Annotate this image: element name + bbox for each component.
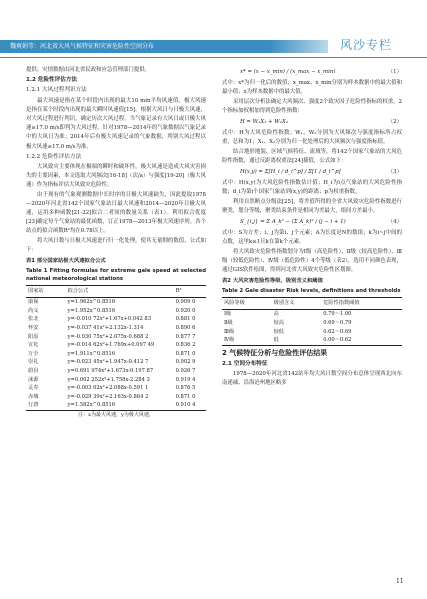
table-cell: 0.877 7 xyxy=(175,333,196,340)
paragraph: 利用自然断点分级法[25]，将差值所得的全省大风致灾危险性指数进行聚类，划分等级，聚类结束条件是相同为差最大，组间方差最小。 xyxy=(222,198,402,214)
page-number: 11 xyxy=(396,578,404,585)
table-cell: 0.919 4 xyxy=(175,376,196,383)
table-cell: 0.62～0.69 xyxy=(323,328,352,335)
equation-text: H = W₁X₁ + W₂X₂ xyxy=(240,119,288,126)
table-row xyxy=(26,393,206,402)
table-cell: 0.881 0 xyxy=(175,316,196,323)
subsection-heading: 2.1 空间分布特征 xyxy=(222,361,268,368)
paragraph: 结合地形地貌、区域气候特征、流域等，将142个国家气象站的大风危险性指数，通过反距离权重法[24]插值，公式如下： xyxy=(222,148,402,164)
table-cell: 张北 xyxy=(28,316,39,323)
paragraph: 式中：x*为归一化后的数值；x_max、x_min分别为样本数据中的最大值和最小值；x为样本数据中的最大值。 xyxy=(222,80,402,96)
paragraph: 最大风速是指在某个时段内出现的最大10 min平均风速值，极大风速是指在某个时段内出现的最大瞬时风速值[15]。根据大风日与日极大风速，对大风过程进行判识，确定历次大风过程。当气象记录有大风日或日极大风速≥17.0 m/s即判为大风过程。针对1978—2014年的气象数据以气象记录中的大风日为准；2014年后有极大风速记录的气象数据，判别大风过程以极大风速≥17.0 m/s为准。 xyxy=(26,97,206,150)
paragraph: 将大风致灾危险性指数划分为Ⅰ级（高危险性）、Ⅱ级（较高危险性）、Ⅲ级（较低危险性）、Ⅳ级（低危险性）4个等级（表2），选用不同颜色表现，通过GIS软件绘图，得到河北省大风致灾危险性区划图。 xyxy=(222,248,402,274)
equation-3 xyxy=(222,168,402,177)
table-cell: 尚义 xyxy=(28,307,39,314)
table-row xyxy=(26,350,206,359)
table-row xyxy=(222,336,402,345)
table-row xyxy=(26,341,206,350)
table-cell: 低 xyxy=(272,336,322,345)
table-row xyxy=(26,315,206,324)
table-row xyxy=(26,324,206,333)
paragraph: 将大风日数与日极大风速进行归一化处理，使其无量纲的数值，公式如下： xyxy=(26,237,206,253)
table-row xyxy=(26,384,206,393)
table-header-cell: 危险性指数阈值 xyxy=(321,298,402,310)
equation-text: S_{i,j} = Σ A_k² − (Σ A_k)² / (j − i + 1) xyxy=(240,219,346,226)
paragraph: 采用层次分析法确定大风频次、强度2个致灾因子危险性指标的权重，2个指标加权相加得到危险性指数： xyxy=(222,98,402,114)
equation-text: x* = (x − x_min) / (x_max − x_min) xyxy=(240,69,336,75)
table-cell: 行唐 xyxy=(26,401,66,410)
header-gradient xyxy=(270,40,328,53)
table1-caption-cn: 表1 部分国家站极大风速拟合公式 xyxy=(26,258,106,265)
table-cell: 较低 xyxy=(273,328,284,335)
table1-caption-en: Table 1 Fitting formulas for extreme gale speed at selected national meteorological stations xyxy=(26,268,206,283)
table-cell: 0.79～1.00 xyxy=(323,311,352,318)
left-column xyxy=(26,66,206,419)
table-cell: 灵寿 xyxy=(28,385,39,392)
table-cell: Ⅱ级 xyxy=(224,320,233,327)
table-cell: y=1.911x^0.8516 xyxy=(67,350,116,357)
table-cell: 0.909 0 xyxy=(175,299,196,306)
subsection-heading: 1.2.1 大风过程判识方法 xyxy=(26,87,87,94)
table-cell: Ⅰ级 xyxy=(224,311,232,318)
table-cell: 0.69～0.79 xyxy=(323,320,352,327)
table-cell: 0.836 2 xyxy=(175,342,196,349)
table-row xyxy=(26,358,206,367)
paragraph: 式中：H(x,y)为大风危险性指数估计值；H_i为i点气象站的大风危险性指数；d_i为第i个国家气象站到(x,y)的距离；p为权重指数。 xyxy=(222,180,402,196)
table-cell: 崇礼 xyxy=(28,359,39,366)
table-cell: 较高 xyxy=(273,320,284,327)
paragraph: 式中：H为大风危险性指数；W₁、W₂分别为大风频次与强度指标所占权重，总和为1；X₁、X₂分别为归一化处理后的大风频次与强度指标值。 xyxy=(222,130,402,146)
table-cell: y=1.952x^0.8516 xyxy=(67,307,116,314)
equation-number: （2） xyxy=(387,119,402,126)
table-cell: 康保 xyxy=(28,299,39,306)
paragraph: 由于现有的气象观测数据中长时序的日极大风速缺失，因此提取1978—2020年河北省142个国家气象站日最大风速和2014—2020年日极大风速，运用多种函数[21-22]拟合二者间的数量关系（表1）。利用拟合优度[23]确定每个气象站的最优函数，订正1978—2013年极大风速序列。各个站点的拟合函数R²均在0.78以上。 xyxy=(26,191,206,235)
table-cell: 蔚县 xyxy=(28,368,39,375)
header-rule xyxy=(0,57,427,58)
table-cell: 0.910 4 xyxy=(174,401,206,410)
paragraph: 式中：S为方差；i、j为第i、j个元素；A为长度是N的数组；k为i~j中间的点数，这里k≥1且k在第k个元素。 xyxy=(222,230,402,246)
equation-2 xyxy=(222,118,402,127)
table-cell: y=-0.003 02x²+2.088x-0.591 1 xyxy=(67,385,149,392)
table-cell: 赤城 xyxy=(28,393,39,400)
table-row xyxy=(26,307,206,316)
equation-4 xyxy=(222,218,402,227)
table-cell: y=-0.023 45x²+1.947x-0.412 7 xyxy=(67,359,149,366)
table-cell: 0.926 7 xyxy=(175,368,196,375)
table-cell: y=-0.010 72x²+1.67x+0.042 83 xyxy=(67,316,151,323)
table2 xyxy=(222,297,402,346)
table-cell: y=0.002 252x²+1.758x-2.284 3 xyxy=(67,376,150,383)
table-cell: 0.871 0 xyxy=(175,350,196,357)
table2-caption-cn: 表2 大风灾害危险性等级、级别含义和阈值 xyxy=(222,278,323,285)
table-header-cell: 拟合公式 xyxy=(66,286,174,298)
table-cell: y=-0.037 41x²+2.132x-1.314 xyxy=(67,325,144,332)
table-cell: 0.920 0 xyxy=(175,307,196,314)
equation-number: （1） xyxy=(387,69,402,75)
table-cell: 阳原 xyxy=(28,333,39,340)
table-cell: 万全 xyxy=(28,350,39,357)
table1-note: 注：x为最大风速，y为极大风速。 xyxy=(78,411,154,418)
table-cell: y=-0.014 62x²+1.769x+0.097 49 xyxy=(67,342,155,349)
table-cell: Ⅲ级 xyxy=(224,328,235,335)
table2-caption-en: Table 2 Gale disaster Risk levels, definitions and thresholds xyxy=(222,288,401,295)
table-cell: 涞源 xyxy=(28,376,39,383)
table-cell: 0.871 0 xyxy=(175,393,196,400)
table-cell: 高 xyxy=(273,311,279,318)
table-header-cell: 级别含义 xyxy=(272,298,322,310)
subsection-heading: 1.2.2 危险性评估方法 xyxy=(26,153,82,160)
equation-number: （3） xyxy=(387,169,402,176)
intro-paragraph: 提供；灾情数据由河北省民政和应急管理部门提供。 xyxy=(26,67,150,73)
page-header xyxy=(0,0,427,62)
table-cell: 0.902 9 xyxy=(175,359,196,366)
paragraph: 1978—2020年河北省142站年均大风日数空间分布总体呈现西北向东南递减、沿海沧州地区略多 xyxy=(222,371,402,387)
table-cell: 0.00～0.62 xyxy=(321,336,402,345)
table-cell: 宣化 xyxy=(28,342,39,349)
section-heading: 1.2 危险性评估方法 xyxy=(26,77,78,84)
table-header-cell: 国家站 xyxy=(26,286,66,298)
table-header-cell: 风险等级 xyxy=(222,298,272,310)
table-cell: 0.890 6 xyxy=(175,325,196,332)
table-cell: 0.876 5 xyxy=(175,385,196,392)
table-cell: y=1.962x^0.8516 xyxy=(67,299,116,306)
table-row xyxy=(26,298,206,307)
paragraph: 大风致灾主要体现在极端的瞬时和破坏性，极大风速是造成大风灾害损失的主要因素，本文选取大风频次[16-18]（次/a）与强度[19-20]（极大风速）作为指标评估大风致灾危险性。 xyxy=(26,164,206,189)
table-header-cell: R² xyxy=(174,286,206,298)
section-heading: 2 气候特征分析与危险性评估结果 xyxy=(222,348,328,357)
table-row xyxy=(222,310,402,319)
table-row xyxy=(222,319,402,328)
table1 xyxy=(26,285,206,411)
equation-1 xyxy=(222,68,402,77)
table-row xyxy=(26,367,206,376)
table-cell: y=-0.029 39x²+2.163x-0.864 2 xyxy=(67,393,149,400)
right-column xyxy=(222,66,402,389)
table-cell: 怀安 xyxy=(28,325,39,332)
table-row xyxy=(222,328,402,337)
running-title: 魏爽娟等：河北省大风气候特征和灾害危险性空间分布 xyxy=(10,43,155,50)
equation-number: （4） xyxy=(387,219,402,226)
table-cell: Ⅳ级 xyxy=(222,336,272,345)
column-brand: 风沙专栏 xyxy=(340,38,393,52)
equation-text: H(x,y) = Σ[H_i / d_i^p] / Σ[1 / d_i^p] xyxy=(240,169,341,176)
table-row xyxy=(26,333,206,342)
table-row xyxy=(26,401,206,410)
table-row xyxy=(26,376,206,385)
table-cell: y=1.582x^0.8516 xyxy=(66,401,174,410)
table-cell: y=0.691 974x²+1.673x-0.197 87 xyxy=(67,368,154,375)
table-cell: y=-0.030 75x²+2.075x-0.688 2 xyxy=(67,333,149,340)
